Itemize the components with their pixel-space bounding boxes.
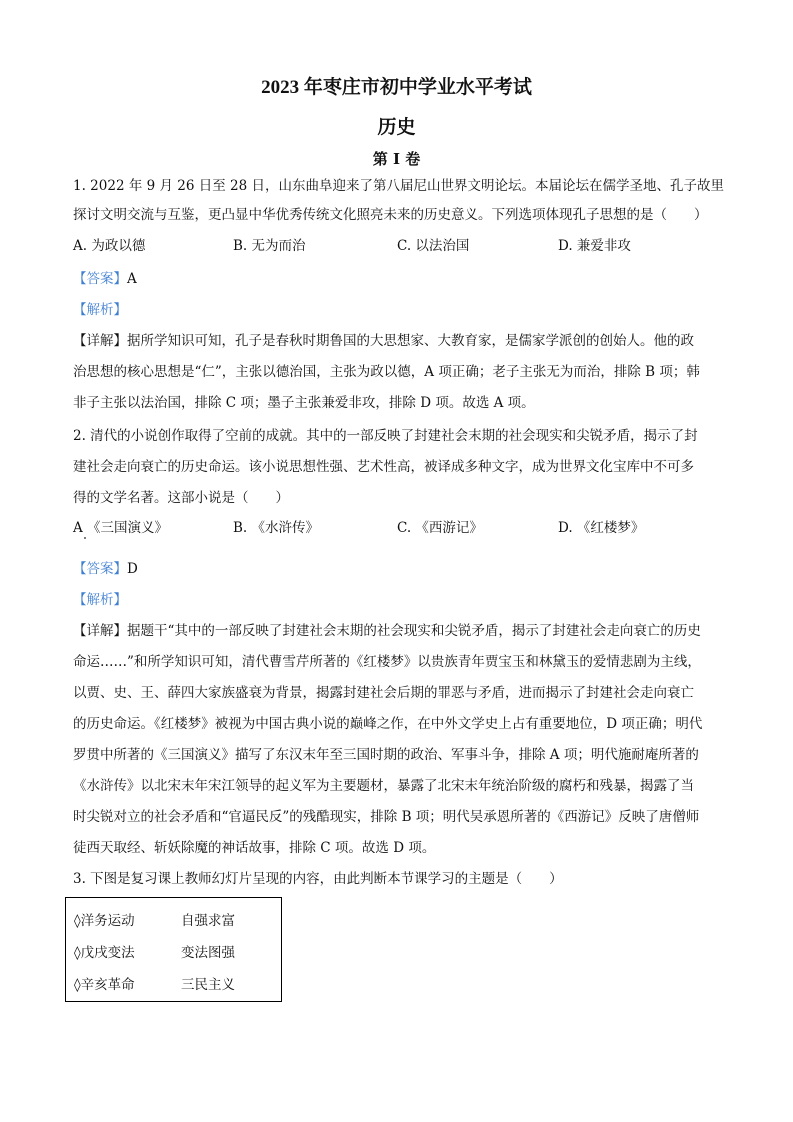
exam-title: 2023 年枣庄市初中学业水平考试 [261, 77, 532, 98]
q1-option-c: C. 以法治国 [397, 238, 470, 254]
q1-option-a: A. 为政以德 [73, 238, 146, 254]
q2-detail-line-6: 《水浒传》以北宋末年宋江领导的起义军为主要题材，暴露了北宋末年统治阶级的腐朽和残暴，揭露了当 [73, 778, 694, 794]
q2-stem-line-2: 建社会走向衰亡的历史命运。该小说思想性强、艺术性高，被译成多种文字，成为世界文化宝库中不可多 [73, 459, 694, 475]
q2-detail-line-7: 时尖锐对立的社会矛盾和“官逼民反”的残酷现实，排除 B 项；明代吴承恩所著的《西游记》反映了唐僧师 [73, 809, 700, 825]
q1-detail-tag: 【详解】 [73, 333, 127, 349]
q2-option-c: C. 《西游记》 [397, 520, 483, 536]
q2-answer-value: D [127, 561, 138, 577]
q3-box-row-2-right: 变法图强 [181, 945, 235, 961]
q1-analysis-tag: 【解析】 [73, 302, 127, 318]
q2-detail-text-1: 据题干“其中的一部反映了封建社会末期的社会现实和尖锐矛盾，揭示了封建社会走向衰亡的历史 [127, 623, 701, 639]
q2-analysis-tag: 【解析】 [73, 592, 127, 608]
q1-answer [73, 270, 137, 288]
q1-detail-line-1 [73, 332, 694, 350]
q2-option-b: B. 《水浒传》 [233, 520, 320, 536]
q1-option-d: D. 兼爱非攻 [558, 238, 631, 254]
q2-answer [73, 560, 138, 578]
q1-option-b: B. 无为而治 [233, 238, 306, 254]
q2-option-a: A 《三国演义》 [73, 520, 169, 536]
q1-detail-line-3: 非子主张以法治国，排除 C 项；墨子主张兼爱非攻，排除 D 项。故选 A 项。 [73, 395, 535, 411]
q2-detail-line-1 [73, 622, 701, 640]
q3-box-row-3-right: 三民主义 [181, 977, 235, 993]
q2-detail-line-5: 罗贯中所著的《三国演义》描写了东汉末年至三国时期的政治、军事斗争，排除 A 项；明代施耐庵所著的 [73, 747, 699, 763]
q3-box-row-2-left: ◊戊戌变法 [74, 945, 135, 961]
q2-detail-line-4: 的历史命运。《红楼梦》被视为中国古典小说的巅峰之作，在中外文学史上占有重要地位，D 项正确；明代 [73, 716, 703, 732]
q3-stem: 3. 下图是复习课上教师幻灯片呈现的内容，由此判断本节课学习的主题是（ ） [73, 871, 563, 887]
section-title: 第 I 卷 [372, 150, 421, 168]
subject-title: 历史 [377, 116, 416, 138]
q1-detail-line-2: 治思想的核心思想是“仁”，主张以德治国，主张为政以德，A 项正确；老子主张无为而治，排除 B 项；韩 [73, 364, 700, 380]
q2-option-d: D. 《红楼梦》 [558, 520, 645, 536]
q3-box-row-1-right: 自强求富 [181, 913, 235, 929]
q3-box-row-3-left: ◊辛亥革命 [74, 977, 135, 993]
q2-stem-line-3: 得的文学名著。这部小说是（ ） [73, 490, 289, 506]
q1-answer-tag: 【答案】 [73, 271, 127, 287]
q2-answer-tag: 【答案】 [73, 561, 127, 577]
q2-stem-line-1: 2. 清代的小说创作取得了空前的成就。其中的一部反映了封建社会末期的社会现实和尖锐矛盾，揭示了封 [73, 428, 698, 444]
q1-detail-text-1: 据所学知识可知，孔子是春秋时期鲁国的大思想家、大教育家，是儒家学派创的创始人。他的政 [127, 333, 694, 349]
q3-box-row-1-left: ◊洋务运动 [74, 913, 135, 929]
q2-detail-line-8: 徒西天取经、斩妖除魔的神话故事，排除 C 项。故选 D 项。 [73, 840, 436, 856]
q2-detail-line-3: 以贾、史、王、薛四大家族盛衰为背景，揭露封建社会后期的罪恶与矛盾，进而揭示了封建社会走向衰亡 [73, 685, 694, 701]
q1-stem-line-2: 探讨文明交流与互鉴，更凸显中华优秀传统文化照亮未来的历史意义。下列选项体现孔子思想的是（ ） [73, 207, 708, 223]
q1-stem-line-1: 1. 2022 年 9 月 26 日至 28 日，山东曲阜迎来了第八届尼山世界文明论坛。本届论坛在儒学圣地、孔子故里 [73, 178, 725, 194]
q1-answer-value: A [127, 271, 137, 287]
q2-detail-line-2: 命运……”和所学知识可知，清代曹雪芹所著的《红楼梦》以贵族青年贾宝玉和林黛玉的爱情悲剧为主线， [73, 654, 701, 670]
q2-detail-tag: 【详解】 [73, 623, 127, 639]
q3-slide-box [65, 897, 282, 1002]
stray-dot [84, 537, 86, 539]
